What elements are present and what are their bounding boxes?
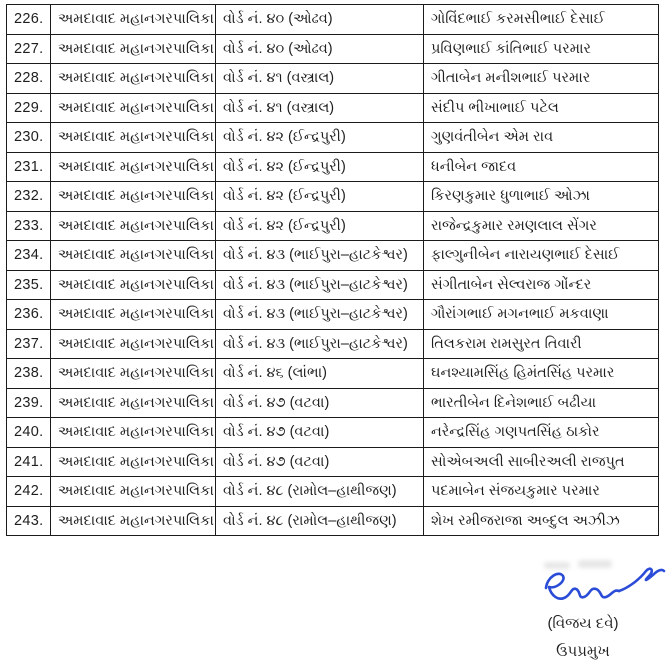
organization-cell: અમદાવાદ મહાનગરપાલિકા <box>51 152 216 182</box>
person-name-cell: ઘનશ્યામસિંહ હિમંતસિંહ પરમાર <box>424 359 659 389</box>
signatory-title: ઉપપ્રમુખ <box>556 643 610 660</box>
ward-cell: વોર્ડ નં. ૪૩ (ભાઈપુરા–હાટકેશ્વર) <box>216 270 424 300</box>
organization-cell: અમદાવાદ મહાનગરપાલિકા <box>51 359 216 389</box>
person-name-cell: ગોવિંદભાઈ કરમસીભાઈ દેસાઈ <box>424 5 659 35</box>
organization-cell: અમદાવાદ મહાનગરપાલિકા <box>51 477 216 507</box>
table-row <box>7 359 659 389</box>
serial-number-cell: 238. <box>7 359 51 389</box>
organization-cell: અમદાવાદ મહાનગરપાલિકા <box>51 447 216 477</box>
person-name-cell: સોએબઅલી સાબીરઅલી રાજપુત <box>424 447 659 477</box>
ward-cell: વોર્ડ નં. ૪૨ (ઈન્દ્રપુરી) <box>216 211 424 241</box>
table-row <box>7 5 659 35</box>
ward-cell: વોર્ડ નં. ૪૩ (ભાઈપુરા–હાટકેશ્વર) <box>216 241 424 271</box>
person-name-cell: પ્રવિણભાઈ કાંતિભાઈ પરમાર <box>424 34 659 64</box>
ward-cell: વોર્ડ નં. ૪૦ (ઓઢવ) <box>216 34 424 64</box>
serial-number-cell: 234. <box>7 241 51 271</box>
person-name-cell: ગીતાબેન મનીશભાઈ પરમાર <box>424 64 659 94</box>
person-name-cell: સંદીપ ભીખાભાઈ પટેલ <box>424 93 659 123</box>
organization-cell: અમદાવાદ મહાનગરપાલિકા <box>51 388 216 418</box>
serial-number-cell: 241. <box>7 447 51 477</box>
person-name-cell: ધનીબેન જાદવ <box>424 152 659 182</box>
organization-cell: અમદાવાદ મહાનગરપાલિકા <box>51 211 216 241</box>
signature-block <box>500 558 666 669</box>
organization-cell: અમદાવાદ મહાનગરપાલિકા <box>51 241 216 271</box>
serial-number-cell: 231. <box>7 152 51 182</box>
table-row <box>7 477 659 507</box>
serial-number-cell: 235. <box>7 270 51 300</box>
organization-cell: અમદાવાદ મહાનગરપાલિકા <box>51 93 216 123</box>
ward-cell: વોર્ડ નં. ૪૮ (રામોલ–હાથીજણ) <box>216 506 424 536</box>
ward-cell: વોર્ડ નં. ૪૨ (ઈન્દ્રપુરી) <box>216 182 424 212</box>
table-row <box>7 123 659 153</box>
person-name-cell: તિલકરામ રામસુરત તિવારી <box>424 329 659 359</box>
serial-number-cell: 227. <box>7 34 51 64</box>
table-row <box>7 300 659 330</box>
organization-cell: અમદાવાદ મહાનગરપાલિકા <box>51 5 216 35</box>
serial-number-cell: 239. <box>7 388 51 418</box>
person-name-cell: ગૌરાંગભાઈ મગનભાઈ મકવાણા <box>424 300 659 330</box>
organization-cell: અમદાવાદ મહાનગરપાલિકા <box>51 123 216 153</box>
table-row <box>7 447 659 477</box>
roster-table <box>6 4 659 536</box>
table-row <box>7 388 659 418</box>
serial-number-cell: 230. <box>7 123 51 153</box>
person-name-cell: ફાલ્ગુનીબેન નારાયણભાઈ દેસાઈ <box>424 241 659 271</box>
serial-number-cell: 233. <box>7 211 51 241</box>
ward-cell: વોર્ડ નં. ૪૨ (ઈન્દ્રપુરી) <box>216 152 424 182</box>
person-name-cell: નરેન્દ્રસિંહ ગણપતસિંહ ઠાકોર <box>424 418 659 448</box>
person-name-cell: કિરણકુમાર ધુળાભાઈ ઓઝા <box>424 182 659 212</box>
ward-cell: વોર્ડ નં. ૪૭ (વટવા) <box>216 388 424 418</box>
signature-scribble-icon <box>542 566 666 618</box>
serial-number-cell: 232. <box>7 182 51 212</box>
organization-cell: અમદાવાદ મહાનગરપાલિકા <box>51 506 216 536</box>
organization-cell: અમદાવાદ મહાનગરપાલિકા <box>51 64 216 94</box>
serial-number-cell: 228. <box>7 64 51 94</box>
person-name-cell: ગુણવંતીબેન એમ રાવ <box>424 123 659 153</box>
organization-cell: અમદાવાદ મહાનગરપાલિકા <box>51 182 216 212</box>
table-row <box>7 182 659 212</box>
person-name-cell: ભારતીબેન દિનેશભાઈ બઢીયા <box>424 388 659 418</box>
table-row <box>7 64 659 94</box>
roster-table-body <box>7 5 659 536</box>
organization-cell: અમદાવાદ મહાનગરપાલિકા <box>51 418 216 448</box>
serial-number-cell: 236. <box>7 300 51 330</box>
table-row <box>7 506 659 536</box>
organization-cell: અમદાવાદ મહાનગરપાલિકા <box>51 300 216 330</box>
organization-cell: અમદાવાદ મહાનગરપાલિકા <box>51 270 216 300</box>
ward-cell: વોર્ડ નં. ૪૮ (રામોલ–હાથીજણ) <box>216 477 424 507</box>
ward-cell: વોર્ડ નં. ૪૬ (લાંભા) <box>216 359 424 389</box>
person-name-cell: શેખ રમીજરાજા અબ્દુલ અઝીઝ <box>424 506 659 536</box>
signatory-name: (વિજય દવે) <box>547 615 619 632</box>
table-row <box>7 211 659 241</box>
serial-number-cell: 229. <box>7 93 51 123</box>
organization-cell: અમદાવાદ મહાનગરપાલિકા <box>51 34 216 64</box>
table-row <box>7 418 659 448</box>
serial-number-cell: 226. <box>7 5 51 35</box>
ward-cell: વોર્ડ નં. ૪૧ (વસ્ત્રાલ) <box>216 64 424 94</box>
ward-cell: વોર્ડ નં. ૪૩ (ભાઈપુરા–હાટકેશ્વર) <box>216 300 424 330</box>
serial-number-cell: 237. <box>7 329 51 359</box>
person-name-cell: પદમાબેન સંજયકુમાર પરમાર <box>424 477 659 507</box>
table-row <box>7 34 659 64</box>
ward-cell: વોર્ડ નં. ૪૭ (વટવા) <box>216 447 424 477</box>
serial-number-cell: 242. <box>7 477 51 507</box>
ward-cell: વોર્ડ નં. ૪૨ (ઈન્દ્રપુરી) <box>216 123 424 153</box>
ward-cell: વોર્ડ નં. ૪૦ (ઓઢવ) <box>216 5 424 35</box>
serial-number-cell: 240. <box>7 418 51 448</box>
table-row <box>7 152 659 182</box>
ward-cell: વોર્ડ નં. ૪૩ (ભાઈપુરા–હાટકેશ્વર) <box>216 329 424 359</box>
table-row <box>7 241 659 271</box>
table-row <box>7 270 659 300</box>
table-row <box>7 329 659 359</box>
ward-cell: વોર્ડ નં. ૪૭ (વટવા) <box>216 418 424 448</box>
serial-number-cell: 243. <box>7 506 51 536</box>
person-name-cell: સંગીતાબેન સેલ્વરાજ ગોંન્દર <box>424 270 659 300</box>
organization-cell: અમદાવાદ મહાનગરપાલિકા <box>51 329 216 359</box>
ward-cell: વોર્ડ નં. ૪૧ (વસ્ત્રાલ) <box>216 93 424 123</box>
table-row <box>7 93 659 123</box>
person-name-cell: રાજેન્દ્રકુમાર રમણલાલ સેંગર <box>424 211 659 241</box>
